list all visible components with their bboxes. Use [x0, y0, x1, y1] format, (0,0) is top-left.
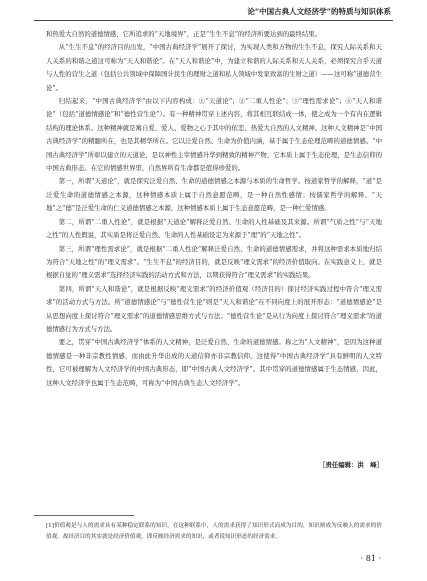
- paragraph: 要之，贯穿“中国古典经济学”体系的人文精神，是泛爱自然、生命的道德情感。称之为“人文精神”，是因为这种道德情感是一种非宗教性情感，而由此升华出成的天道信仰亦非宗教信仰。这使得“中国古典经济学”具有鲜明的人文特性，它可被理解为人文经济学的中国古典形态，即“中国古典人文经济学”。其中贯穿的道德情感属于生态情感，因此，这种人文经济学也属于生态范畴，可称为“中国古典生态人文经济学”。: [46, 338, 382, 387]
- paragraph: 从“生生不息”的经济目的出发，“中国古典经济学”展开了探讨，为实现人类和万物的生生不息，探究人际关系和天人关系的和谐之道这可称为“天人和谐论”。在“天人和谐论”中，为建立和谐的人际关系和天人关系，必须探究合乎天道与人性的营生之道（包括公共领域中保障国计民生的理财之道和私人领域中发家致富的生财之道）——这可称“道德营生论”。: [46, 43, 382, 92]
- paragraph: 第四，所谓“天人和谐论”，就是根据反映“理义需求”的经济价值观（经济目的）探讨经济实践过程中符合“理义需求”的活动方式与方法。所“道德情感论”与“德性营生论”则是“天人和谐论”在不同向度上的展开形态：“道德情感论”是从思想向度上探讨符合“理义需求”的道德情感思维方式与方法；“德性营生论”是从行为向度上探讨符合“理义需求”的道德情感行为方式与方法。: [46, 284, 382, 333]
- paragraph: 第二，所谓“二重人性论”，就是根据“天道论”解释泛爱自然、生命的人性基础及其来源。所谓“气质之性”与“天地之性”的人性假说，其实质是将泛爱自然、生命的人性基础设定为来源于“理”的“天地之性”。: [46, 217, 382, 240]
- footnote: [1]价值观是与人的需求具有某种稳定联系的知识，在这种联系中，人的需求获得了知识形式而成为目的，知识则成为反映人的需求的价值观。故经济目的其实就是经济价值观，即反映经济需求的知识，或者说知识形态的经济需求。: [46, 523, 382, 540]
- paragraph: 第三，所谓“理性需求论”，就是根据“二重人性论”解释泛爱自然、生命的道德情感需求，并将这种需求本质地归结为符合“天地之性”的“理义需求”。“生生不息”的经济目的，就是反映“理义需求”的经济价值取向。在实践意义上，就是根据自觉的“理义需求”选择经济实践的活动方式和方法，以期获得符合“理义需求”的实践结果。: [46, 244, 382, 280]
- paragraph: 和热爱大自然的道德情感，它所追求的“天地境界”，正是“生生不息”的经济所要达到的最终结果。: [46, 30, 322, 38]
- running-header-title: 论“中国古典人文经济学”的特质与知识体系: [247, 7, 391, 16]
- paragraph: 归结起来，“中国古典经济学”由以下内容构成：①“天道论”；②“二重人性论”；③“理性需求论”；④“天人和谐论”（包括“道德情感论”和“德性营生论”）。有一种精神贯穿上述内容，将其相互联结成一体，使之成为一个有内在逻辑结构的理论体系。这种精神就是寓自爱、爱人、爱物之心于其中的依恋、热爱大自然的人文精神。这种人文精神是“中国古典经济学”的精髓所在，也是其精华所在。它以泛爱自然、生命为价值内涵，基于属于生态伦理范畴的道德情感。“中国古典经济学”所彰以建立的天道论，是以神性主宰情感升华到精致的精神产物，它本质上属于生态伦理，是生态信仰的中国古典形态。在它的情感世界里，自然界所有生命都是值得珍爱的。: [46, 97, 382, 173]
- running-header: [0, 0, 427, 22]
- paragraph: 第一，所谓“天道论”，就是探究泛爱自然、生命的道德情感之本源与本质的生命哲学。按道家哲学的解释，“道”是泛爱生命的道德情感之本源，这种情感本质上属于自然意愿范畴，是一种自然性感情；按儒家哲学的解释，“天地”之“德”是泛爱生命的仁义道德情感之本源，这种情感本质上属于生态意愿范畴，是一种仁爱情感。: [46, 177, 382, 213]
- footnote-rule: [34, 515, 134, 516]
- responsible-editor: ［责任编辑：洪 峰］: [319, 461, 383, 469]
- page-number: · 81 ·: [360, 554, 381, 563]
- article-body: [46, 28, 382, 390]
- header-rule: [34, 20, 393, 21]
